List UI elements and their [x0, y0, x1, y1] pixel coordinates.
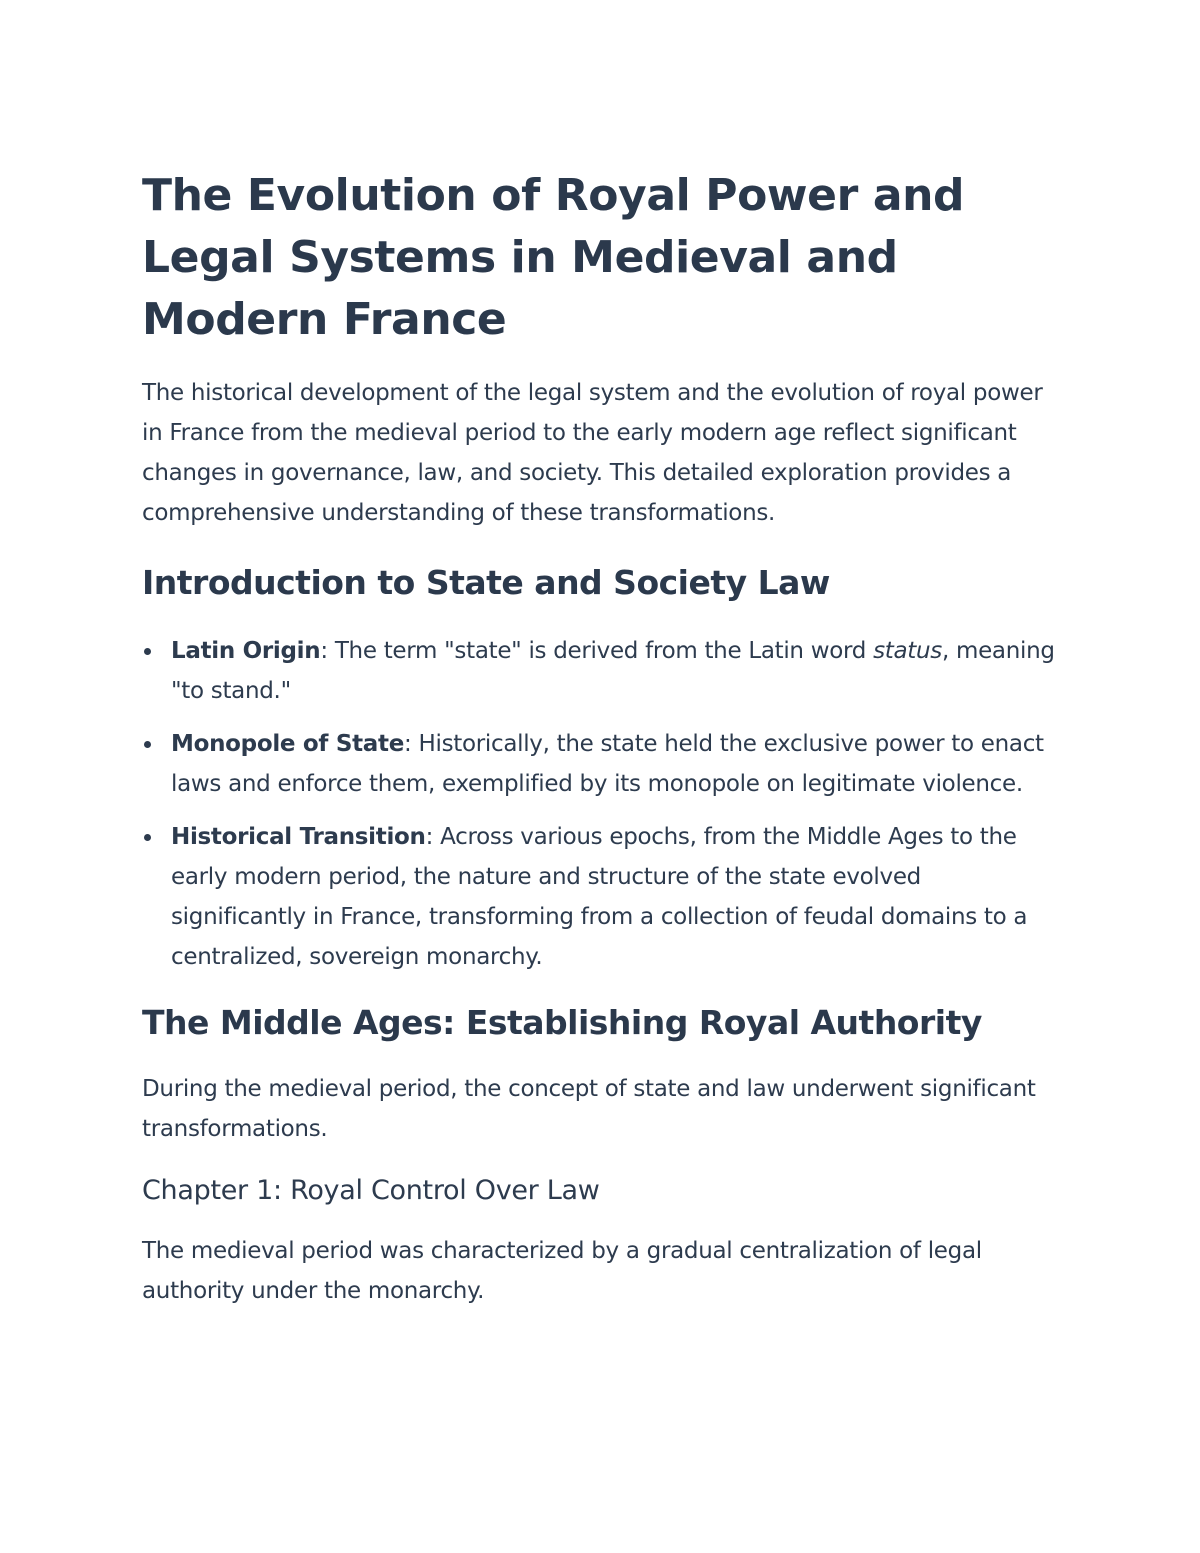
bullet-term: Latin Origin [171, 638, 321, 664]
intro-paragraph: The historical development of the legal system and the evolution of royal power in France from the medieval period to the early modern age reflect significant changes in governance, law, and society. This detailed exploration provides a comprehensive understanding of these transformations. [142, 380, 1043, 526]
bullet-list [142, 631, 1057, 977]
middle-ages-paragraph: During the medieval period, the concept of state and law underwent significant transformations. [142, 1076, 1036, 1142]
chapter-paragraph: The medieval period was characterized by a gradual centralization of legal authority under the monarchy. [142, 1238, 982, 1304]
page-title: The Evolution of Royal Power and Legal Systems in Medieval and Modern France [142, 170, 965, 345]
bullet-text: The term "state" is derived from the Latin word [334, 638, 874, 664]
bullet-term: Monopole of State [171, 731, 405, 757]
bullet-separator: : [404, 731, 419, 757]
bullet-separator: : [425, 824, 441, 850]
bullet-text: Historically, the state held the exclusive power to enact laws and enforce them, exemplified by its monopole on legitimate violence. [171, 731, 1044, 797]
list-item-historical-transition [142, 817, 1057, 977]
bullet-term: Historical Transition [171, 824, 426, 850]
section-heading-state-society-law: Introduction to State and Society Law [142, 563, 830, 602]
bullet-text-end: , meaning "to stand." [171, 638, 1055, 704]
bullet-separator: : [320, 638, 335, 664]
section-heading-middle-ages: The Middle Ages: Establishing Royal Authority [142, 1003, 982, 1042]
bullet-text: Across various epochs, from the Middle Ages to the early modern period, the nature and structure of the state evolved significantly in France, transforming from a collection of feudal domains to a centralized, sovereign monarchy. [171, 824, 1028, 970]
list-item-monopole-of-state [142, 724, 1057, 804]
chapter-heading-royal-control: Chapter 1: Royal Control Over Law [142, 1175, 600, 1206]
list-item-latin-origin [142, 631, 1057, 711]
document-page [142, 165, 1057, 1311]
bullet-italic-word: status [873, 638, 942, 664]
